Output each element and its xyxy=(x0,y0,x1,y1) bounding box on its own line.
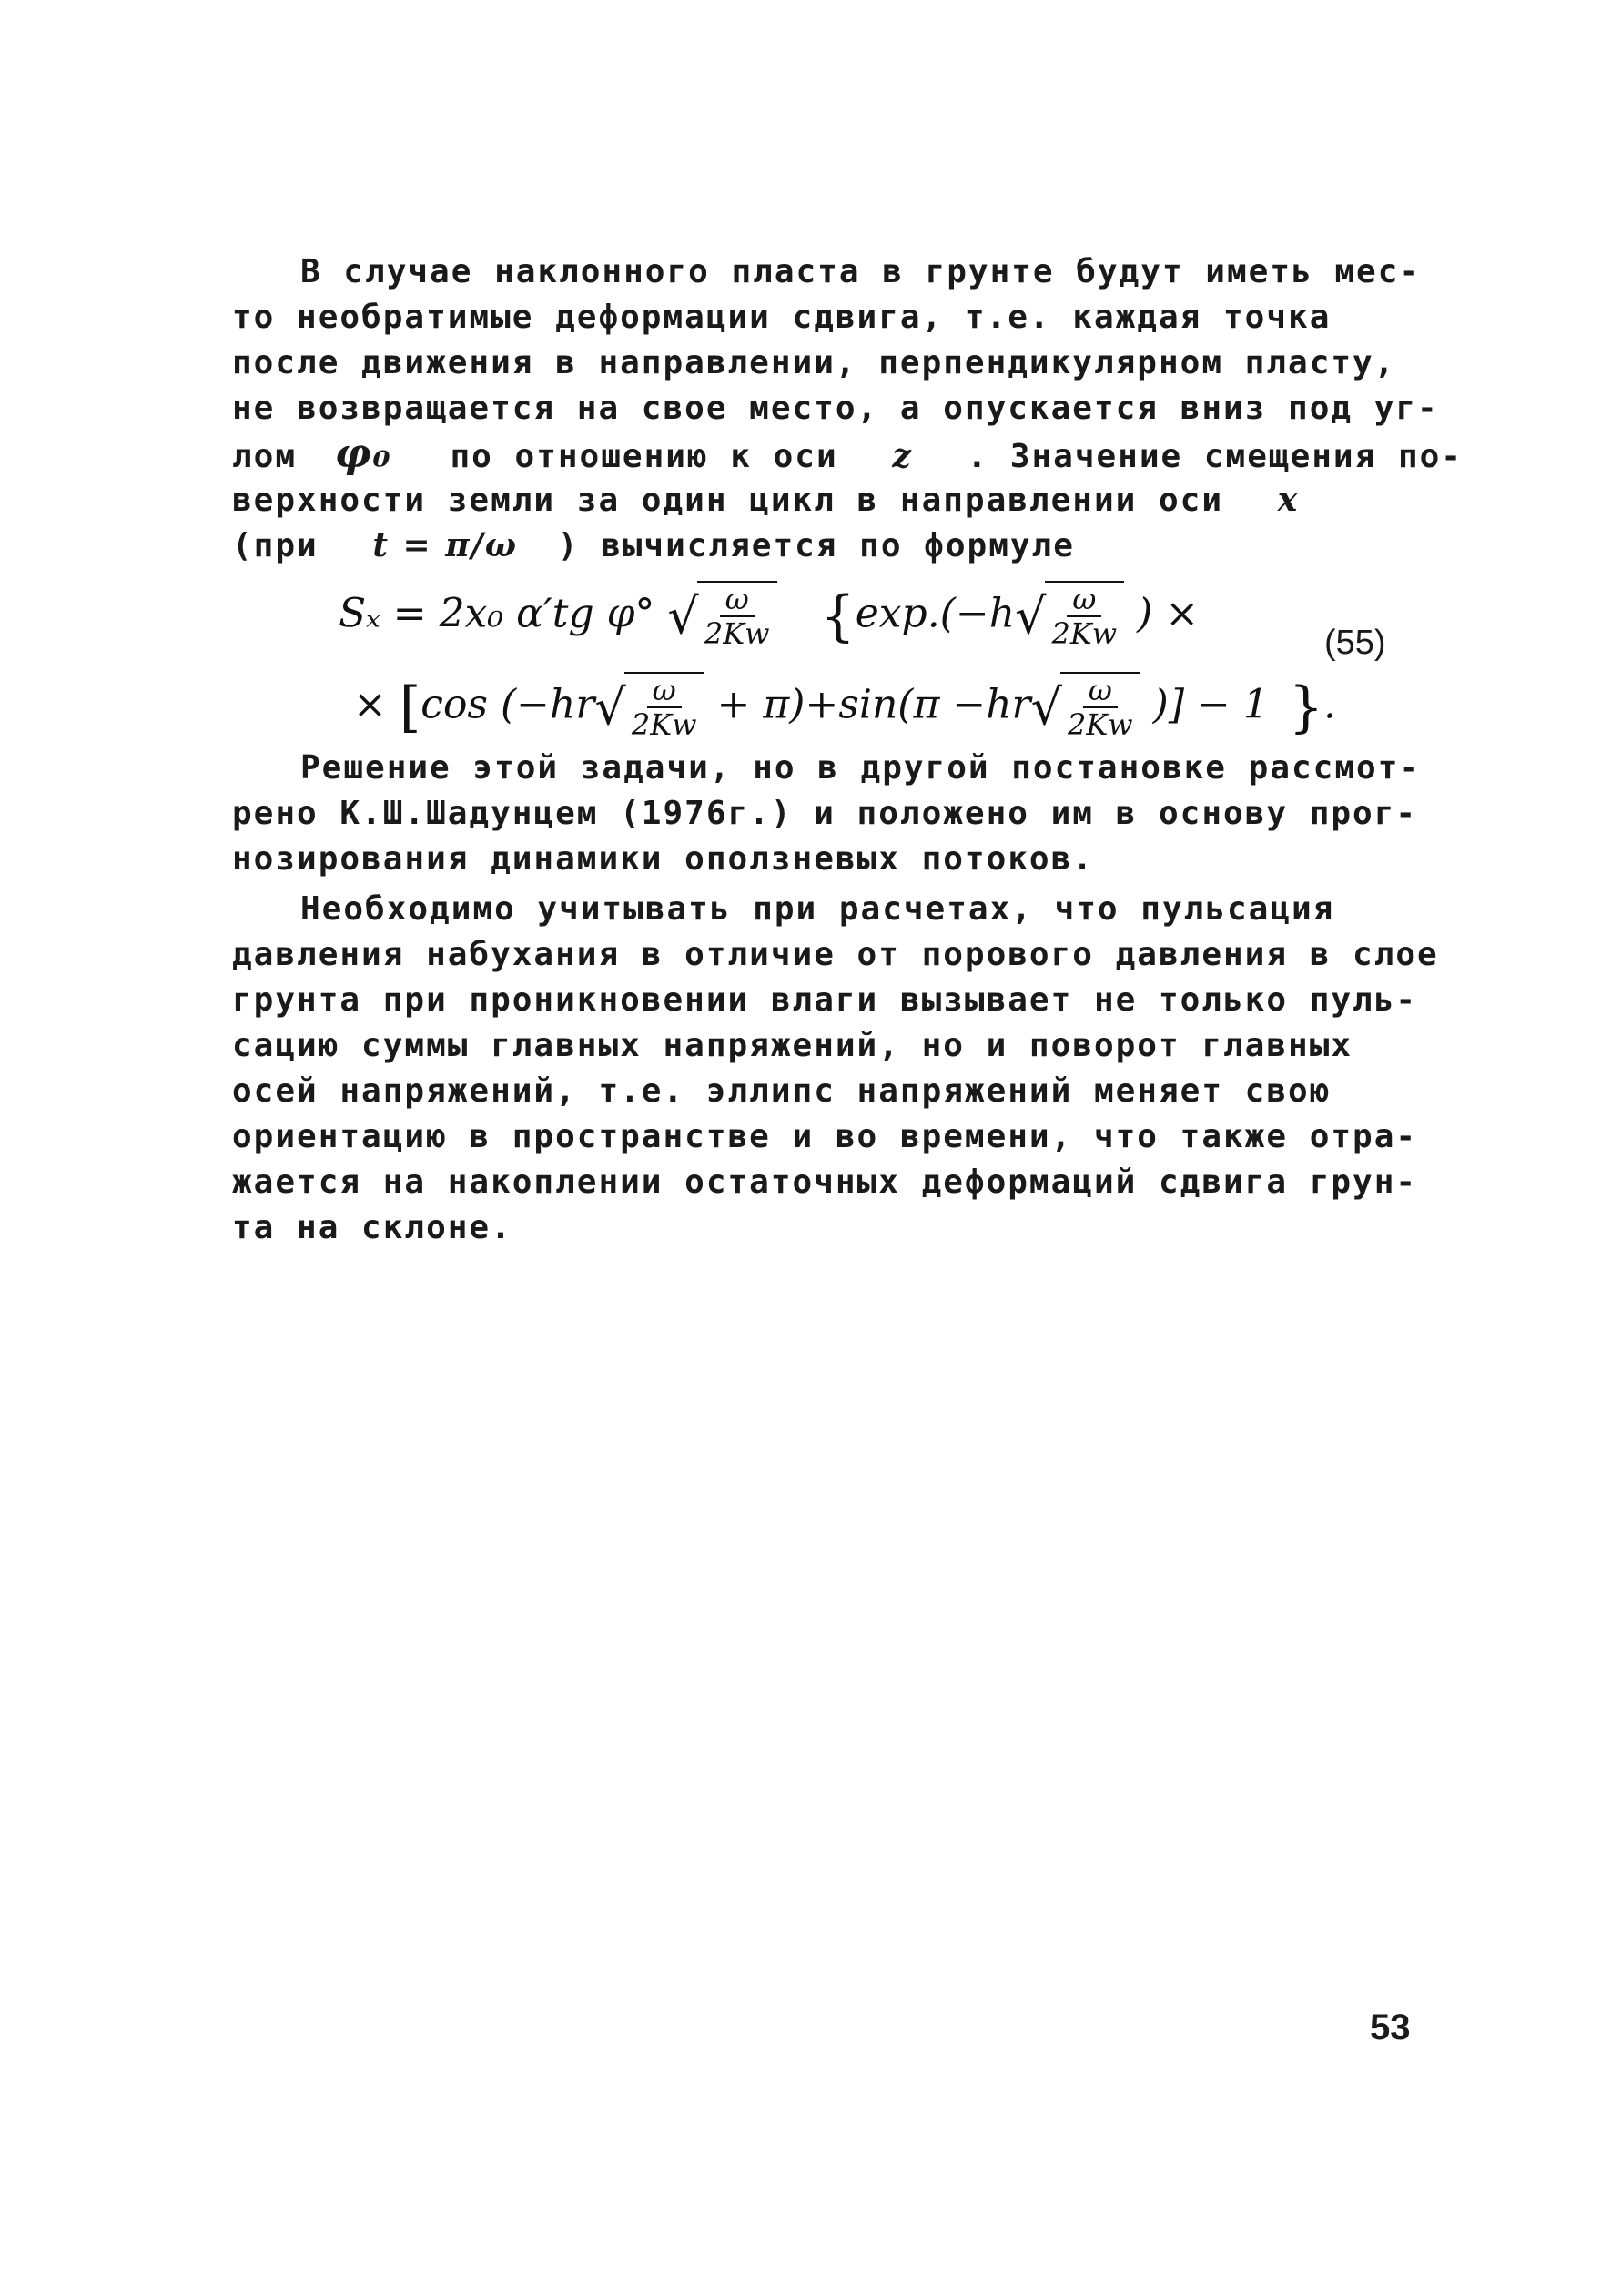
paragraph-3-line-7: жается на накоплении остаточных деформаций сдвига грун- xyxy=(232,1163,1418,1201)
page-number: 53 xyxy=(1370,2007,1411,2047)
paragraph-1-line-6 xyxy=(232,478,1470,523)
paragraph-2-line-2: рено К.Ш.Шадунцем (1976г.) и положено им в основу прог- xyxy=(232,795,1418,832)
eq-times: × xyxy=(353,681,387,728)
equation-number: (55) xyxy=(1324,624,1386,662)
paragraph-1-line-2: то необратимые деформации сдвига, т.е. каждая точка xyxy=(232,299,1332,336)
text-segment: верхности земли за один цикл в направлении оси xyxy=(232,482,1223,519)
z-axis-symbol: z xyxy=(892,437,913,475)
paragraph-1-line-5 xyxy=(232,432,1470,479)
equation-line-1 xyxy=(339,581,1199,650)
paragraph-3-line-3: грунта при проникновении влаги вызывает не только пуль- xyxy=(232,981,1418,1019)
equation-line-2 xyxy=(353,672,1336,741)
text-segment: ) вычисляется по формуле xyxy=(557,527,1075,564)
fraction: $\frac{\omega}{2Kw}$ xyxy=(1051,582,1118,651)
eq-coefficient: α′tg φ° xyxy=(516,590,655,637)
paragraph-1-line-7 xyxy=(232,523,1470,568)
paragraph-3-line-6: ориентацию в пространстве и во времени, что также отра- xyxy=(232,1118,1418,1155)
paragraph-3-line-1: Необходимо учитывать при расчетах, что пульсация xyxy=(300,890,1335,928)
sqrt-icon: √ xyxy=(594,678,626,737)
paragraph-2-line-3: нозирования динамики оползневых потоков. xyxy=(232,840,1094,878)
sqrt-icon: √ xyxy=(1015,587,1047,645)
eq-period: . xyxy=(1323,681,1337,728)
eq-exp-close: ) × xyxy=(1137,590,1200,637)
paragraph-3-line-2: давления набухания в отличие от порового давления в слое xyxy=(232,936,1439,973)
paragraph-2-line-1: Решение этой задачи, но в другой постановке рассмот- xyxy=(300,749,1422,787)
phi-zero-symbol: φ₀ xyxy=(334,431,392,477)
eq-sin-term: + π)+sin(π −hr xyxy=(716,681,1031,728)
paragraph-3-line-4: сацию суммы главных напряжений, но и поворот главных xyxy=(232,1027,1353,1064)
sqrt-icon: √ xyxy=(1030,678,1063,737)
fraction: $\frac{\omega}{2Kw}$ xyxy=(1068,673,1133,742)
text-segment: . Значение смещения по- xyxy=(967,438,1463,475)
sqrt-icon: √ xyxy=(667,587,699,645)
paragraph-3-line-8: та на склоне. xyxy=(232,1209,512,1246)
fraction: $\frac{\omega}{2Kw}$ xyxy=(704,582,770,651)
eq-closing: )] − 1 xyxy=(1152,681,1269,728)
text-segment: (при xyxy=(232,527,319,564)
eq-exp-term: exp.(−h xyxy=(855,590,1016,637)
x-axis-symbol: x xyxy=(1277,481,1300,519)
time-condition: t = π/ω xyxy=(372,526,519,564)
paragraph-1-line-1: В случае наклонного пласта в грунте будут иметь мес- xyxy=(300,253,1422,290)
paragraph-1-line-3: после движения в направлении, перпендикулярном пласту, xyxy=(232,344,1396,381)
paragraph-3-line-5: осей напряжений, т.е. эллипс напряжений меняет свою xyxy=(232,1072,1332,1110)
text-segment: по отношению к оси xyxy=(450,438,838,475)
paragraph-1-line-4: не возвращается на свое место, а опускается вниз под уг- xyxy=(232,390,1439,427)
left-brace-icon: { xyxy=(820,584,856,648)
text-segment: лом xyxy=(232,438,298,475)
eq-lhs: Sₓ = 2x₀ xyxy=(339,590,504,637)
left-bracket-icon: [ xyxy=(399,676,421,739)
eq-cos-term: cos (−hr xyxy=(420,681,595,728)
right-brace-icon: } xyxy=(1288,676,1324,739)
fraction: $\frac{\omega}{2Kw}$ xyxy=(631,673,697,742)
